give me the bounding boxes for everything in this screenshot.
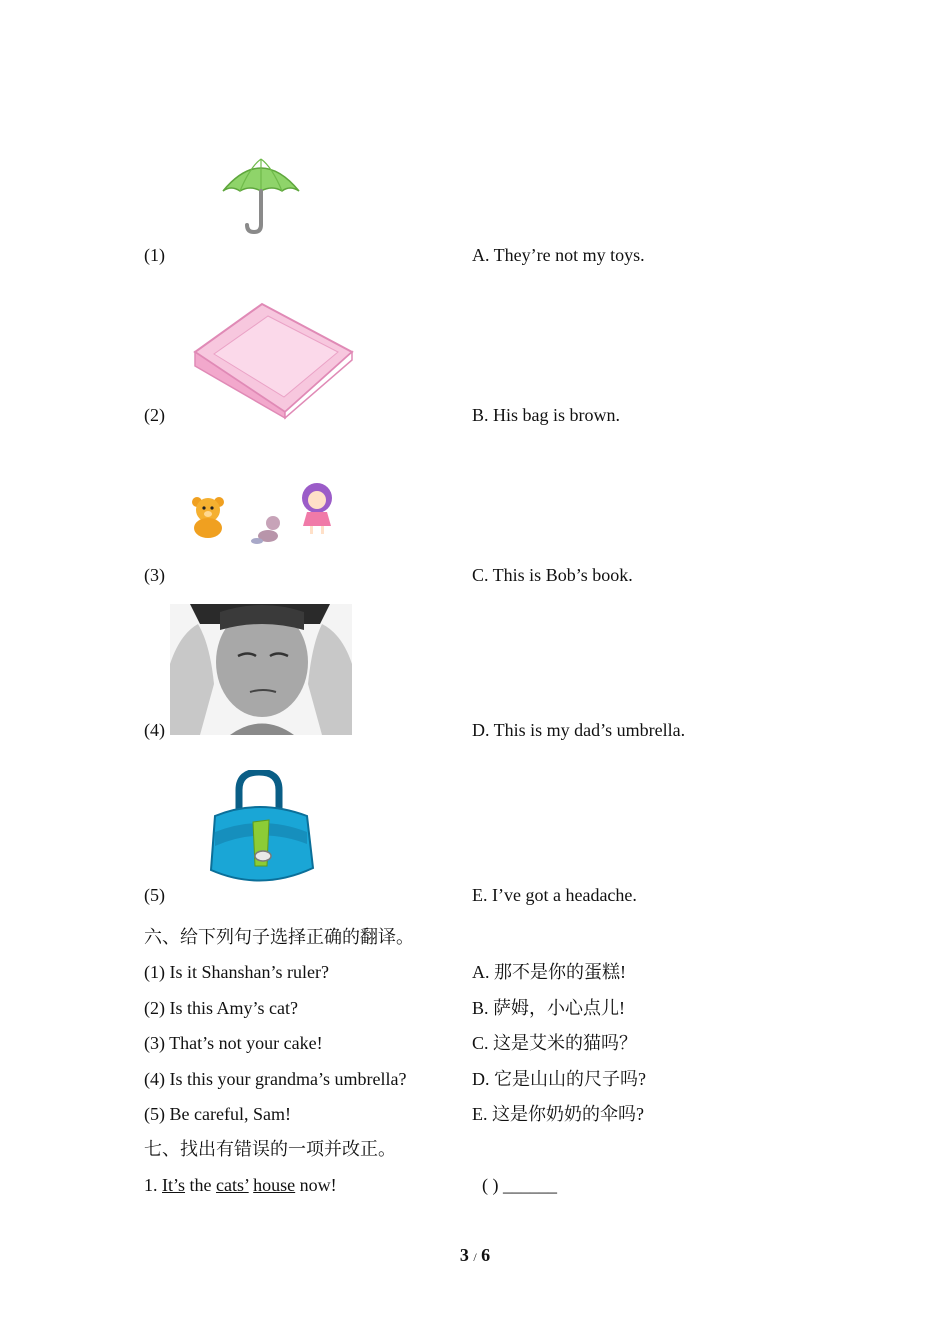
sentence-word: the	[189, 1175, 212, 1195]
sentence-tail: now!	[299, 1175, 337, 1195]
section-heading: 六、给下列句子选择正确的翻译。	[144, 927, 414, 947]
question-sentence: (4) Is this your grandma’s umbrella?	[144, 1069, 407, 1089]
match-sentence: C. This is Bob’s book.	[472, 565, 633, 585]
answer-blank: ( ) ______	[482, 1175, 557, 1195]
match-sentence: B. His bag is brown.	[472, 405, 620, 425]
match-number: (5)	[144, 885, 165, 905]
match-number: (3)	[144, 565, 165, 585]
match-number: (1)	[144, 245, 165, 265]
translation-option: C. 这是艾米的猫吗？	[472, 1033, 638, 1053]
section-heading: 七、找出有错误的一项并改正。	[144, 1139, 396, 1159]
headache-photo	[170, 604, 352, 735]
match-number: (4)	[144, 720, 165, 740]
translation-option: A. 那不是你的蛋糕!	[472, 962, 626, 982]
translation-option: D. 它是山山的尺子吗?	[472, 1069, 646, 1089]
match-sentence: A. They’re not my toys.	[472, 245, 645, 265]
book-icon	[190, 302, 355, 420]
translation-option: E. 这是你奶奶的伞吗?	[472, 1104, 644, 1124]
question-sentence: (2) Is this Amy’s cat?	[144, 998, 298, 1018]
umbrella-icon	[220, 155, 302, 235]
question-sentence: (5) Be careful, Sam!	[144, 1104, 291, 1124]
match-sentence: D. This is my dad’s umbrella.	[472, 720, 686, 740]
question-number: 1.	[144, 1175, 158, 1195]
total-pages: 6	[481, 1245, 491, 1265]
error-question	[144, 1176, 337, 1194]
translation-option: B. 萨姆，小心点儿!	[472, 998, 625, 1018]
match-sentence: E. I’ve got a headache.	[472, 885, 637, 905]
current-page: 3	[459, 1245, 469, 1265]
option-c: house	[253, 1175, 296, 1195]
match-number: (2)	[144, 405, 165, 425]
option-a: It’s	[162, 1175, 186, 1195]
option-b: cats’	[216, 1175, 249, 1195]
question-sentence: (3) That’s not your cake!	[144, 1033, 323, 1053]
page-number	[0, 1246, 950, 1264]
question-sentence: (1) Is it Shanshan’s ruler?	[144, 962, 329, 982]
page-separator: /	[473, 1250, 477, 1264]
toys-icon	[185, 480, 345, 550]
handbag-icon	[205, 770, 317, 888]
